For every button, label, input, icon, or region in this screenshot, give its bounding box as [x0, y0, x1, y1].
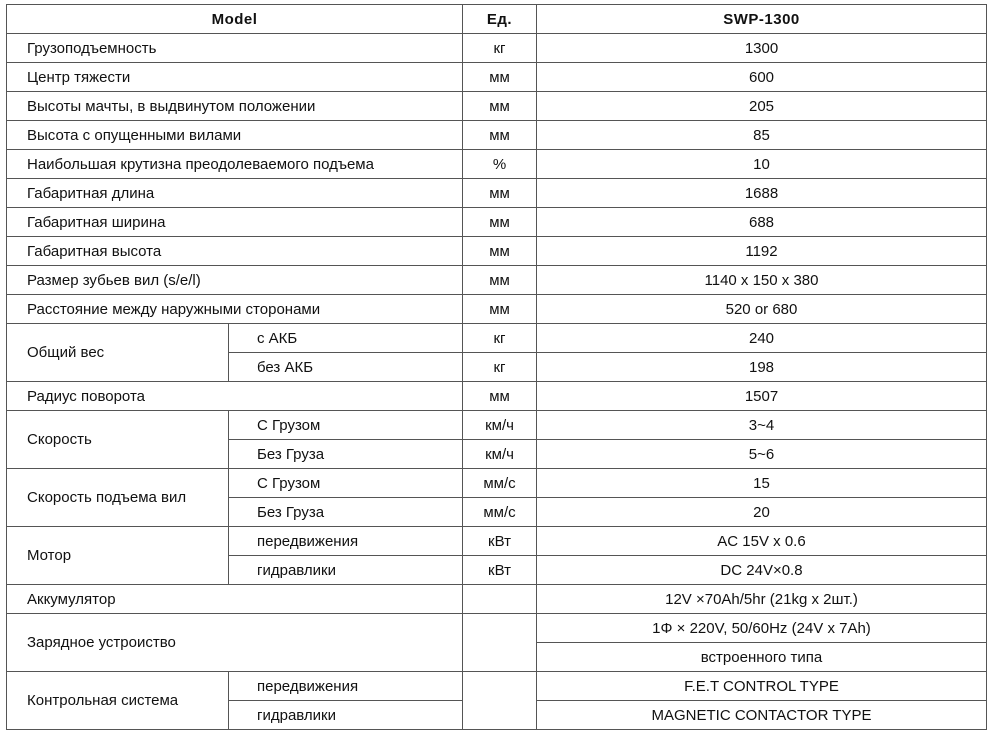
- row-unit: мм: [463, 208, 537, 237]
- table-row: [7, 92, 987, 121]
- row-label: Габаритная ширина: [7, 208, 463, 237]
- row-label: Центр тяжести: [7, 63, 463, 92]
- sub-label: Без Груза: [229, 440, 463, 469]
- table-row: [7, 411, 987, 440]
- sub-label: С Грузом: [229, 469, 463, 498]
- row-value: 1192: [537, 237, 987, 266]
- row-unit: кВт: [463, 556, 537, 585]
- row-unit: мм: [463, 92, 537, 121]
- row-unit: %: [463, 150, 537, 179]
- table-row: [7, 150, 987, 179]
- table-row: [7, 208, 987, 237]
- row-value: встроенного типа: [537, 643, 987, 672]
- row-value: 688: [537, 208, 987, 237]
- table-row: [7, 614, 987, 643]
- row-unit: мм: [463, 382, 537, 411]
- group-label: Контрольная система: [7, 672, 229, 730]
- row-label: Габаритная высота: [7, 237, 463, 266]
- row-value: DC 24V×0.8: [537, 556, 987, 585]
- sub-label: гидравлики: [229, 701, 463, 730]
- group-label: Зарядное устроиство: [7, 614, 463, 672]
- row-unit: мм/с: [463, 498, 537, 527]
- header-value: SWP-1300: [537, 5, 987, 34]
- row-value: F.E.T CONTROL TYPE: [537, 672, 987, 701]
- table-row: [7, 672, 987, 701]
- sub-label: Без Груза: [229, 498, 463, 527]
- sub-label: передвижения: [229, 672, 463, 701]
- sub-label: С Грузом: [229, 411, 463, 440]
- row-value: 600: [537, 63, 987, 92]
- table-row: [7, 34, 987, 63]
- row-unit: кг: [463, 353, 537, 382]
- row-value: 205: [537, 92, 987, 121]
- group-label: Мотор: [7, 527, 229, 585]
- row-unit: кг: [463, 34, 537, 63]
- row-value: 1300: [537, 34, 987, 63]
- row-value: AC 15V x 0.6: [537, 527, 987, 556]
- row-label: Высоты мачты, в выдвинутом положении: [7, 92, 463, 121]
- row-label: Размер зубьев вил (s/e/l): [7, 266, 463, 295]
- row-value: 15: [537, 469, 987, 498]
- row-label: Аккумулятор: [7, 585, 463, 614]
- row-value: 1Φ × 220V, 50/60Hz (24V x 7Ah): [537, 614, 987, 643]
- row-value: 240: [537, 324, 987, 353]
- sub-label: передвижения: [229, 527, 463, 556]
- row-unit: мм: [463, 266, 537, 295]
- row-value: 10: [537, 150, 987, 179]
- row-value: 520 or 680: [537, 295, 987, 324]
- header-row: [7, 5, 987, 34]
- row-unit: [463, 614, 537, 672]
- row-label: Грузоподъемность: [7, 34, 463, 63]
- table-row: [7, 295, 987, 324]
- table-row: [7, 63, 987, 92]
- row-label: Высота с опущенными вилами: [7, 121, 463, 150]
- row-unit: кВт: [463, 527, 537, 556]
- table-row: [7, 469, 987, 498]
- spec-table: [6, 4, 987, 730]
- row-value: 1688: [537, 179, 987, 208]
- table-row: [7, 121, 987, 150]
- row-value: 198: [537, 353, 987, 382]
- row-value: MAGNETIC CONTACTOR TYPE: [537, 701, 987, 730]
- row-label: Наибольшая крутизна преодолеваемого подъема: [7, 150, 463, 179]
- row-unit: мм: [463, 237, 537, 266]
- row-value: 20: [537, 498, 987, 527]
- table-row: [7, 237, 987, 266]
- row-unit: [463, 672, 537, 730]
- row-unit: мм: [463, 295, 537, 324]
- row-label: Расстояние между наружными сторонами: [7, 295, 463, 324]
- table-row: [7, 324, 987, 353]
- sub-label: без АКБ: [229, 353, 463, 382]
- row-label: Габаритная длина: [7, 179, 463, 208]
- row-unit: [463, 585, 537, 614]
- row-unit: км/ч: [463, 411, 537, 440]
- sub-label: гидравлики: [229, 556, 463, 585]
- table-row: [7, 382, 987, 411]
- row-unit: мм/с: [463, 469, 537, 498]
- header-unit: Ед.: [463, 5, 537, 34]
- table-row: [7, 179, 987, 208]
- row-unit: мм: [463, 121, 537, 150]
- header-model: Model: [7, 5, 463, 34]
- row-unit: км/ч: [463, 440, 537, 469]
- row-value: 85: [537, 121, 987, 150]
- sub-label: с АКБ: [229, 324, 463, 353]
- row-unit: мм: [463, 179, 537, 208]
- group-label: Общий вес: [7, 324, 229, 382]
- group-label: Скорость: [7, 411, 229, 469]
- group-label: Скорость подъема вил: [7, 469, 229, 527]
- row-label: Радиус поворота: [7, 382, 463, 411]
- row-value: 3~4: [537, 411, 987, 440]
- row-value: 5~6: [537, 440, 987, 469]
- row-value: 1140 x 150 x 380: [537, 266, 987, 295]
- row-unit: кг: [463, 324, 537, 353]
- row-value: 12V ×70Ah/5hr (21kg x 2шт.): [537, 585, 987, 614]
- table-row: [7, 266, 987, 295]
- table-row: [7, 527, 987, 556]
- table-row: [7, 585, 987, 614]
- row-value: 1507: [537, 382, 987, 411]
- row-unit: мм: [463, 63, 537, 92]
